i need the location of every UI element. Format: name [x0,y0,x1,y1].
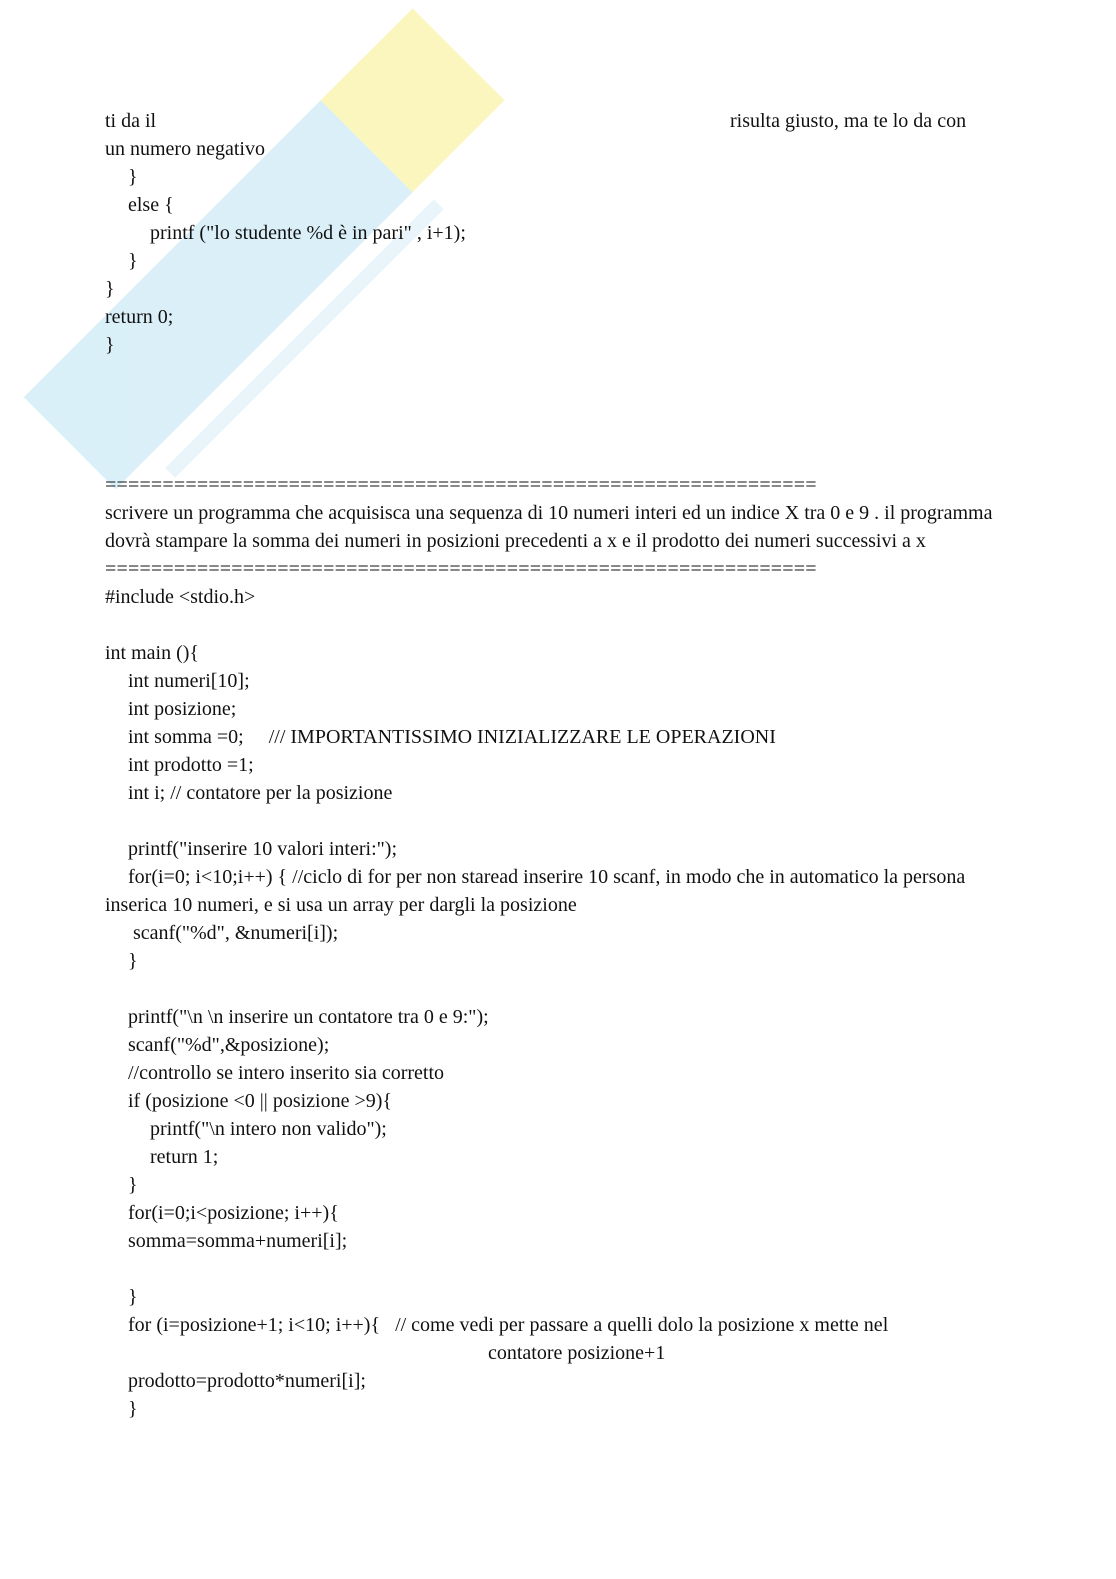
code-line: scanf("%d",&posizione); [128,1034,330,1056]
code-line: scanf("%d", &numeri[i]); [133,922,339,944]
code-line: } [128,950,138,972]
code-line: for (i=posizione+1; i<10; i++){ // come vedi per passare a quelli dolo la posizione x mette nel [128,1314,889,1336]
code-line: int i; // contatore per la posizione [128,782,393,804]
code-line: contatore posizione+1 [488,1342,666,1364]
text-line: un numero negativo [105,138,265,160]
document-page [105,107,1025,1423]
code-line: return 0; [105,306,174,328]
code-line: #include <stdio.h> [105,586,256,608]
code-line: int main (){ [105,642,200,664]
exercise-statement: scrivere un programma che acquisisca una sequenza di 10 numeri interi ed un indice X tra 0 e 9 . il programma dovrà stampare la somma dei numeri in posizioni precedenti a x e il prodotto dei numeri successivi a x [105,502,993,552]
code-line: } [105,334,115,356]
code-line: for(i=0; i<10;i++) { //ciclo di for per non staread inserire 10 scanf, in modo che in automatico la persona inserica 10 numeri, e si usa un array per dargli la posizione [105,866,966,916]
code-line: } [105,278,115,300]
code-line: if (posizione <0 || posizione >9){ [128,1090,393,1112]
code-line: } [128,166,138,188]
code-line: } [128,250,138,272]
code-line: printf("inserire 10 valori interi:"); [128,838,398,860]
text-fragment: risulta giusto, ma te lo da con [730,110,967,132]
code-line: int numeri[10]; [128,670,250,692]
code-line: somma=somma+numeri[i]; [128,1230,348,1252]
code-line: int prodotto =1; [128,754,254,776]
separator-line: ============================================================== [105,474,817,496]
code-line: printf("\n intero non valido"); [150,1118,387,1140]
code-line: int somma =0; /// IMPORTANTISSIMO INIZIALIZZARE LE OPERAZIONI [128,726,776,748]
text-fragment: ti da il [105,110,157,132]
code-line: } [128,1398,138,1420]
code-line: for(i=0;i<posizione; i++){ [128,1202,339,1224]
code-line: prodotto=prodotto*numeri[i]; [128,1370,366,1392]
code-line: return 1; [150,1146,219,1168]
code-line: int posizione; [128,698,237,720]
code-line: //controllo se intero inserito sia corretto [128,1062,445,1084]
code-line: printf("\n \n inserire un contatore tra 0 e 9:"); [128,1006,489,1028]
code-line: printf ("lo studente %d è in pari" , i+1); [150,222,466,244]
separator-line: ============================================================== [105,558,817,580]
code-line: else { [128,194,174,216]
code-line: } [128,1174,138,1196]
text-line [105,107,1025,135]
code-line: } [128,1286,138,1308]
